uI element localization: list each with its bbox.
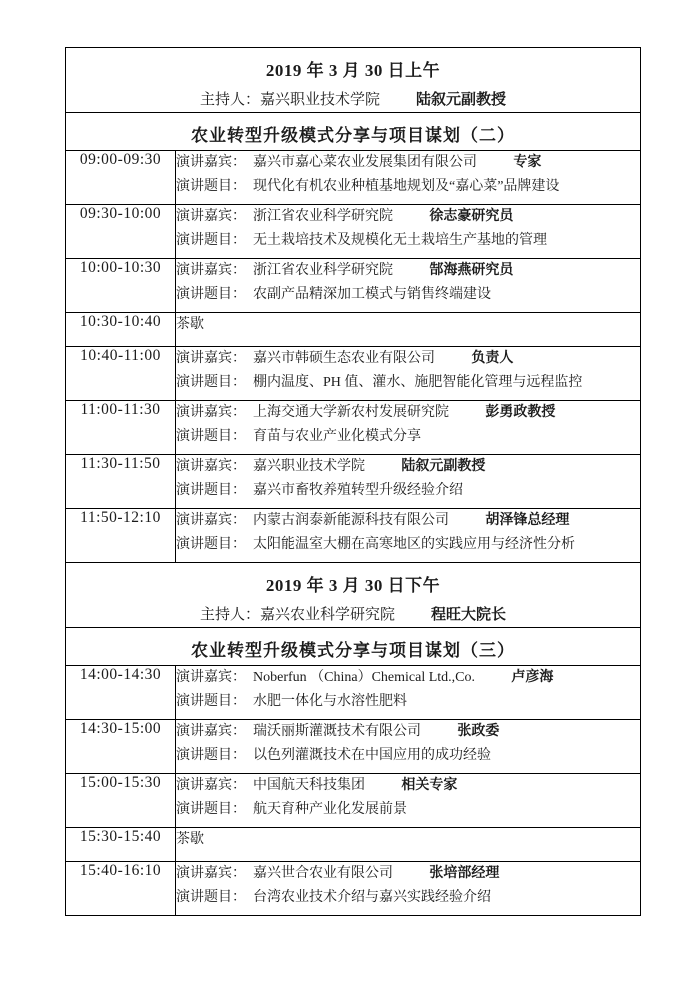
table-row [66, 828, 641, 862]
guest-line [176, 666, 640, 690]
guest-label: 演讲嘉宾： [176, 209, 246, 224]
topic-line [176, 283, 640, 307]
moderator-name: 程旺大院长 [431, 607, 507, 623]
table-row [66, 862, 641, 916]
guest-org: 嘉兴职业技术学院 [253, 459, 365, 474]
talk-topic: 嘉兴市畜牧养殖转型升级经验介绍 [253, 483, 463, 498]
time-slot: 09:00-09:30 [66, 151, 176, 205]
topic-label: 演讲题目： [176, 537, 246, 552]
session-header-cell [66, 48, 641, 113]
moderator-org: 嘉兴农业科学研究院 [260, 607, 396, 623]
guest-name: 胡泽锋总经理 [485, 513, 570, 528]
table-row [66, 774, 641, 828]
topic-label: 演讲题目： [176, 802, 246, 817]
time-slot: 10:30-10:40 [66, 313, 176, 347]
guest-name: 郜海燕研究员 [429, 263, 514, 278]
topic-label: 演讲题目： [176, 233, 246, 248]
guest-org: 浙江省农业科学研究院 [253, 263, 393, 278]
section-title-row [66, 113, 641, 151]
talk-topic: 航天育种产业化发展前景 [253, 802, 407, 817]
guest-name: 彭勇政教授 [485, 405, 556, 420]
section-title: 农业转型升级模式分享与项目谋划（二） [191, 126, 515, 145]
guest-label: 演讲嘉宾： [176, 866, 246, 881]
moderator-org: 嘉兴职业技术学院 [260, 92, 381, 108]
guest-name: 相关专家 [401, 778, 458, 793]
talk-cell [176, 401, 641, 455]
guest-line [176, 347, 640, 371]
topic-label: 演讲题目： [176, 748, 246, 763]
guest-org: 中国航天科技集团 [253, 778, 365, 793]
table-row [66, 259, 641, 313]
talk-cell [176, 720, 641, 774]
moderator-label: 主持人： [199, 92, 260, 108]
talk-topic: 农副产品精深加工模式与销售终端建设 [253, 287, 491, 302]
guest-org: 嘉兴市韩硕生态农业有限公司 [253, 351, 435, 366]
talk-topic: 太阳能温室大棚在高寒地区的实践应用与经济性分析 [253, 537, 575, 552]
section-title-cell [66, 628, 641, 666]
section-title: 农业转型升级模式分享与项目谋划（三） [191, 641, 515, 660]
talk-cell [176, 205, 641, 259]
table-row [66, 509, 641, 563]
guest-label: 演讲嘉宾： [176, 263, 246, 278]
break-cell [176, 313, 641, 347]
guest-line [176, 862, 640, 886]
talk-topic: 水肥一体化与水溶性肥料 [253, 694, 407, 709]
guest-label: 演讲嘉宾： [176, 513, 246, 528]
break-cell [176, 828, 641, 862]
time-slot: 15:30-15:40 [66, 828, 176, 862]
table-row [66, 666, 641, 720]
table-row [66, 455, 641, 509]
section-title-row [66, 628, 641, 666]
guest-label: 演讲嘉宾： [176, 778, 246, 793]
guest-line [176, 509, 640, 533]
talk-cell [176, 347, 641, 401]
talk-topic: 棚内温度、PH 值、灌水、施肥智能化管理与远程监控 [253, 375, 583, 390]
guest-name: 卢彦海 [511, 670, 554, 685]
talk-cell [176, 259, 641, 313]
table-row [66, 720, 641, 774]
time-slot: 11:00-11:30 [66, 401, 176, 455]
time-slot: 15:40-16:10 [66, 862, 176, 916]
moderator-line [66, 88, 640, 109]
guest-label: 演讲嘉宾： [176, 405, 246, 420]
talk-cell [176, 666, 641, 720]
break-label: 茶歇 [176, 317, 204, 332]
topic-label: 演讲题目： [176, 694, 246, 709]
moderator-label: 主持人： [199, 607, 260, 623]
session-date-title: 2019 年 3 月 30 日下午 [265, 576, 441, 595]
topic-line [176, 479, 640, 503]
time-slot: 15:00-15:30 [66, 774, 176, 828]
table-row [66, 313, 641, 347]
topic-line [176, 690, 640, 714]
guest-org: 嘉兴世合农业有限公司 [253, 866, 393, 881]
topic-line [176, 371, 640, 395]
moderator-line [66, 603, 640, 624]
guest-line [176, 401, 640, 425]
topic-line [176, 744, 640, 768]
guest-org: 浙江省农业科学研究院 [253, 209, 393, 224]
topic-line [176, 175, 640, 199]
topic-label: 演讲题目： [176, 179, 246, 194]
break-label: 茶歇 [176, 832, 204, 847]
session-date-title: 2019 年 3 月 30 日上午 [265, 61, 441, 80]
schedule-body [66, 48, 641, 916]
topic-line [176, 886, 640, 910]
guest-name: 负责人 [471, 351, 514, 366]
talk-topic: 育苗与农业产业化模式分享 [253, 429, 421, 444]
guest-org: 上海交通大学新农村发展研究院 [253, 405, 449, 420]
guest-name: 张培部经理 [429, 866, 500, 881]
time-slot: 11:30-11:50 [66, 455, 176, 509]
topic-label: 演讲题目： [176, 483, 246, 498]
guest-line [176, 774, 640, 798]
guest-org: 嘉兴市嘉心菜农业发展集团有限公司 [253, 155, 477, 170]
table-row [66, 205, 641, 259]
guest-org: Noberfun （China）Chemical Ltd.,Co. [253, 670, 476, 685]
schedule-table [65, 47, 641, 916]
time-slot: 10:00-10:30 [66, 259, 176, 313]
guest-line [176, 205, 640, 229]
session-header-row [66, 563, 641, 628]
guest-label: 演讲嘉宾： [176, 670, 246, 685]
guest-label: 演讲嘉宾： [176, 351, 246, 366]
guest-line [176, 259, 640, 283]
topic-label: 演讲题目： [176, 429, 246, 444]
talk-topic: 现代化有机农业种植基地规划及“嘉心菜”品牌建设 [253, 179, 560, 194]
guest-label: 演讲嘉宾： [176, 459, 246, 474]
topic-label: 演讲题目： [176, 890, 246, 905]
topic-line [176, 798, 640, 822]
guest-line [176, 720, 640, 744]
guest-org: 内蒙古润泰新能源科技有限公司 [253, 513, 449, 528]
talk-cell [176, 151, 641, 205]
session-header-row [66, 48, 641, 113]
time-slot: 10:40-11:00 [66, 347, 176, 401]
guest-label: 演讲嘉宾： [176, 155, 246, 170]
talk-topic: 无土栽培技术及规模化无土栽培生产基地的管理 [253, 233, 547, 248]
guest-name: 张政委 [457, 724, 500, 739]
table-row [66, 347, 641, 401]
guest-name: 专家 [513, 155, 542, 170]
talk-cell [176, 774, 641, 828]
guest-org: 瑞沃丽斯灌溉技术有限公司 [253, 724, 421, 739]
talk-cell [176, 455, 641, 509]
time-slot: 14:30-15:00 [66, 720, 176, 774]
guest-line [176, 455, 640, 479]
talk-topic: 台湾农业技术介绍与嘉兴实践经验介绍 [253, 890, 491, 905]
topic-label: 演讲题目： [176, 375, 246, 390]
time-slot: 09:30-10:00 [66, 205, 176, 259]
talk-topic: 以色列灌溉技术在中国应用的成功经验 [253, 748, 491, 763]
topic-line [176, 425, 640, 449]
table-row [66, 401, 641, 455]
table-row [66, 151, 641, 205]
guest-name: 陆叙元副教授 [401, 459, 486, 474]
topic-label: 演讲题目： [176, 287, 246, 302]
session-header-cell [66, 563, 641, 628]
time-slot: 14:00-14:30 [66, 666, 176, 720]
time-slot: 11:50-12:10 [66, 509, 176, 563]
guest-line [176, 151, 640, 175]
topic-line [176, 229, 640, 253]
section-title-cell [66, 113, 641, 151]
topic-line [176, 533, 640, 557]
talk-cell [176, 509, 641, 563]
talk-cell [176, 862, 641, 916]
moderator-name: 陆叙元副教授 [416, 92, 507, 108]
guest-label: 演讲嘉宾： [176, 724, 246, 739]
guest-name: 徐志豪研究员 [429, 209, 514, 224]
